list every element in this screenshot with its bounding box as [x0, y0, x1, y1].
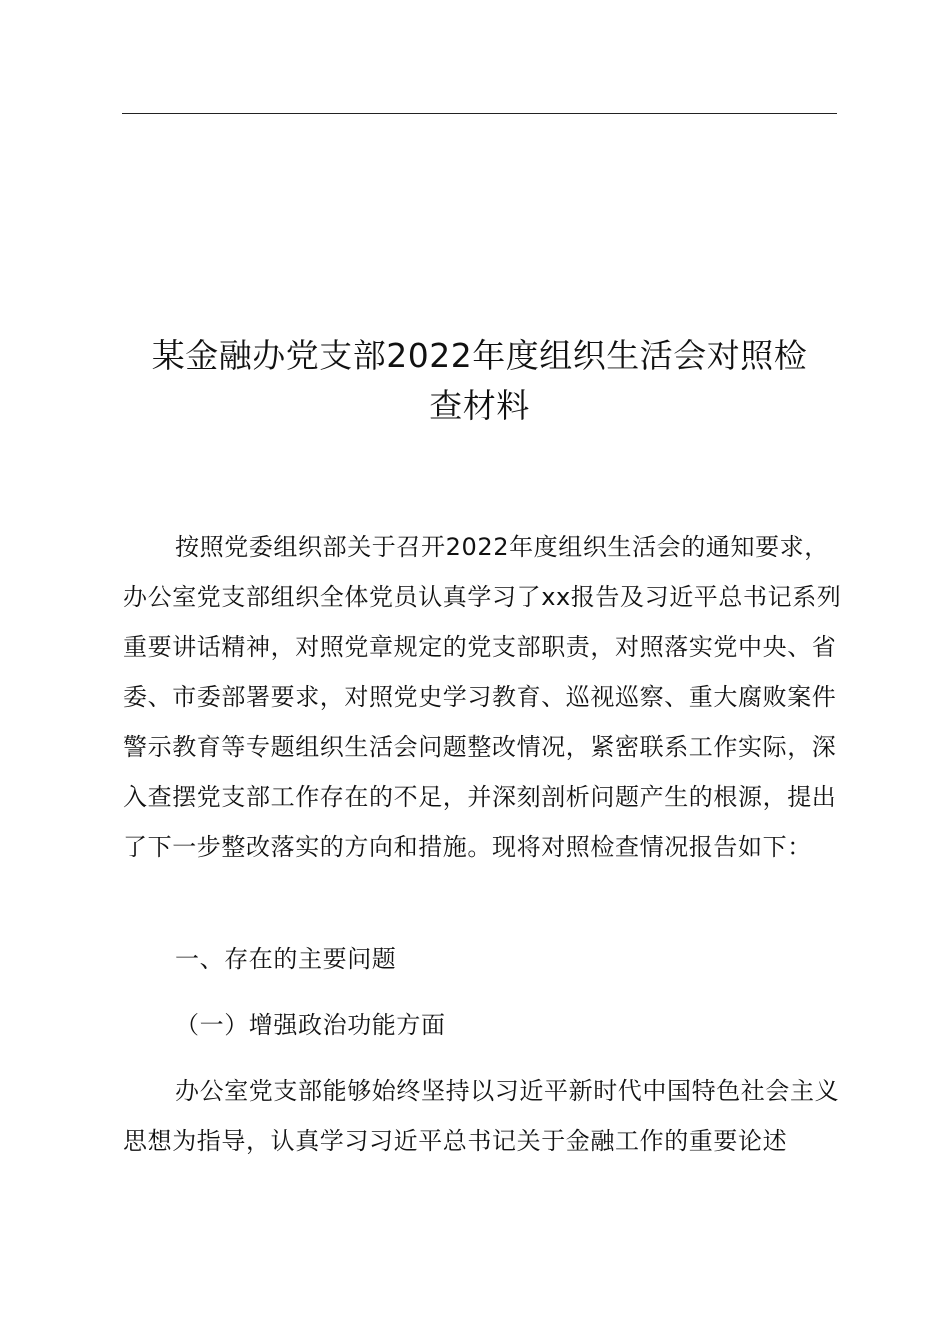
intro-paragraph: 按照党委组织部关于召开2022年度组织生活会的通知要求，办公室党支部组织全体党员认真学习了xx报告及习近平总书记系列重要讲话精神，对照党章规定的党支部职责，对照落实党中央、省委、市委部署要求，对照党史学习教育、巡视巡察、重大腐败案件警示教育等专题组织生活会问题整改情况，紧密联系工作实际，深入查摆党支部工作存在的不足，并深刻剖析问题产生的根源，提出了下一步整改落实的方向和措施。现将对照检查情况报告如下： — [123, 533, 842, 861]
body-paragraph: 办公室党支部能够始终坚持以习近平新时代中国特色社会主义思想为指导，认真学习习近平总书记关于金融工作的重要论述 — [123, 1077, 840, 1155]
title-line-2: 查材料 — [429, 386, 530, 425]
header-rule — [122, 113, 837, 114]
section-heading: 一、存在的主要问题 — [175, 945, 397, 973]
document-title — [122, 331, 837, 431]
title-line-1: 某金融办党支部2022年度组织生活会对照检 — [151, 336, 808, 375]
subsection-heading: （一）增强政治功能方面 — [175, 1011, 446, 1039]
